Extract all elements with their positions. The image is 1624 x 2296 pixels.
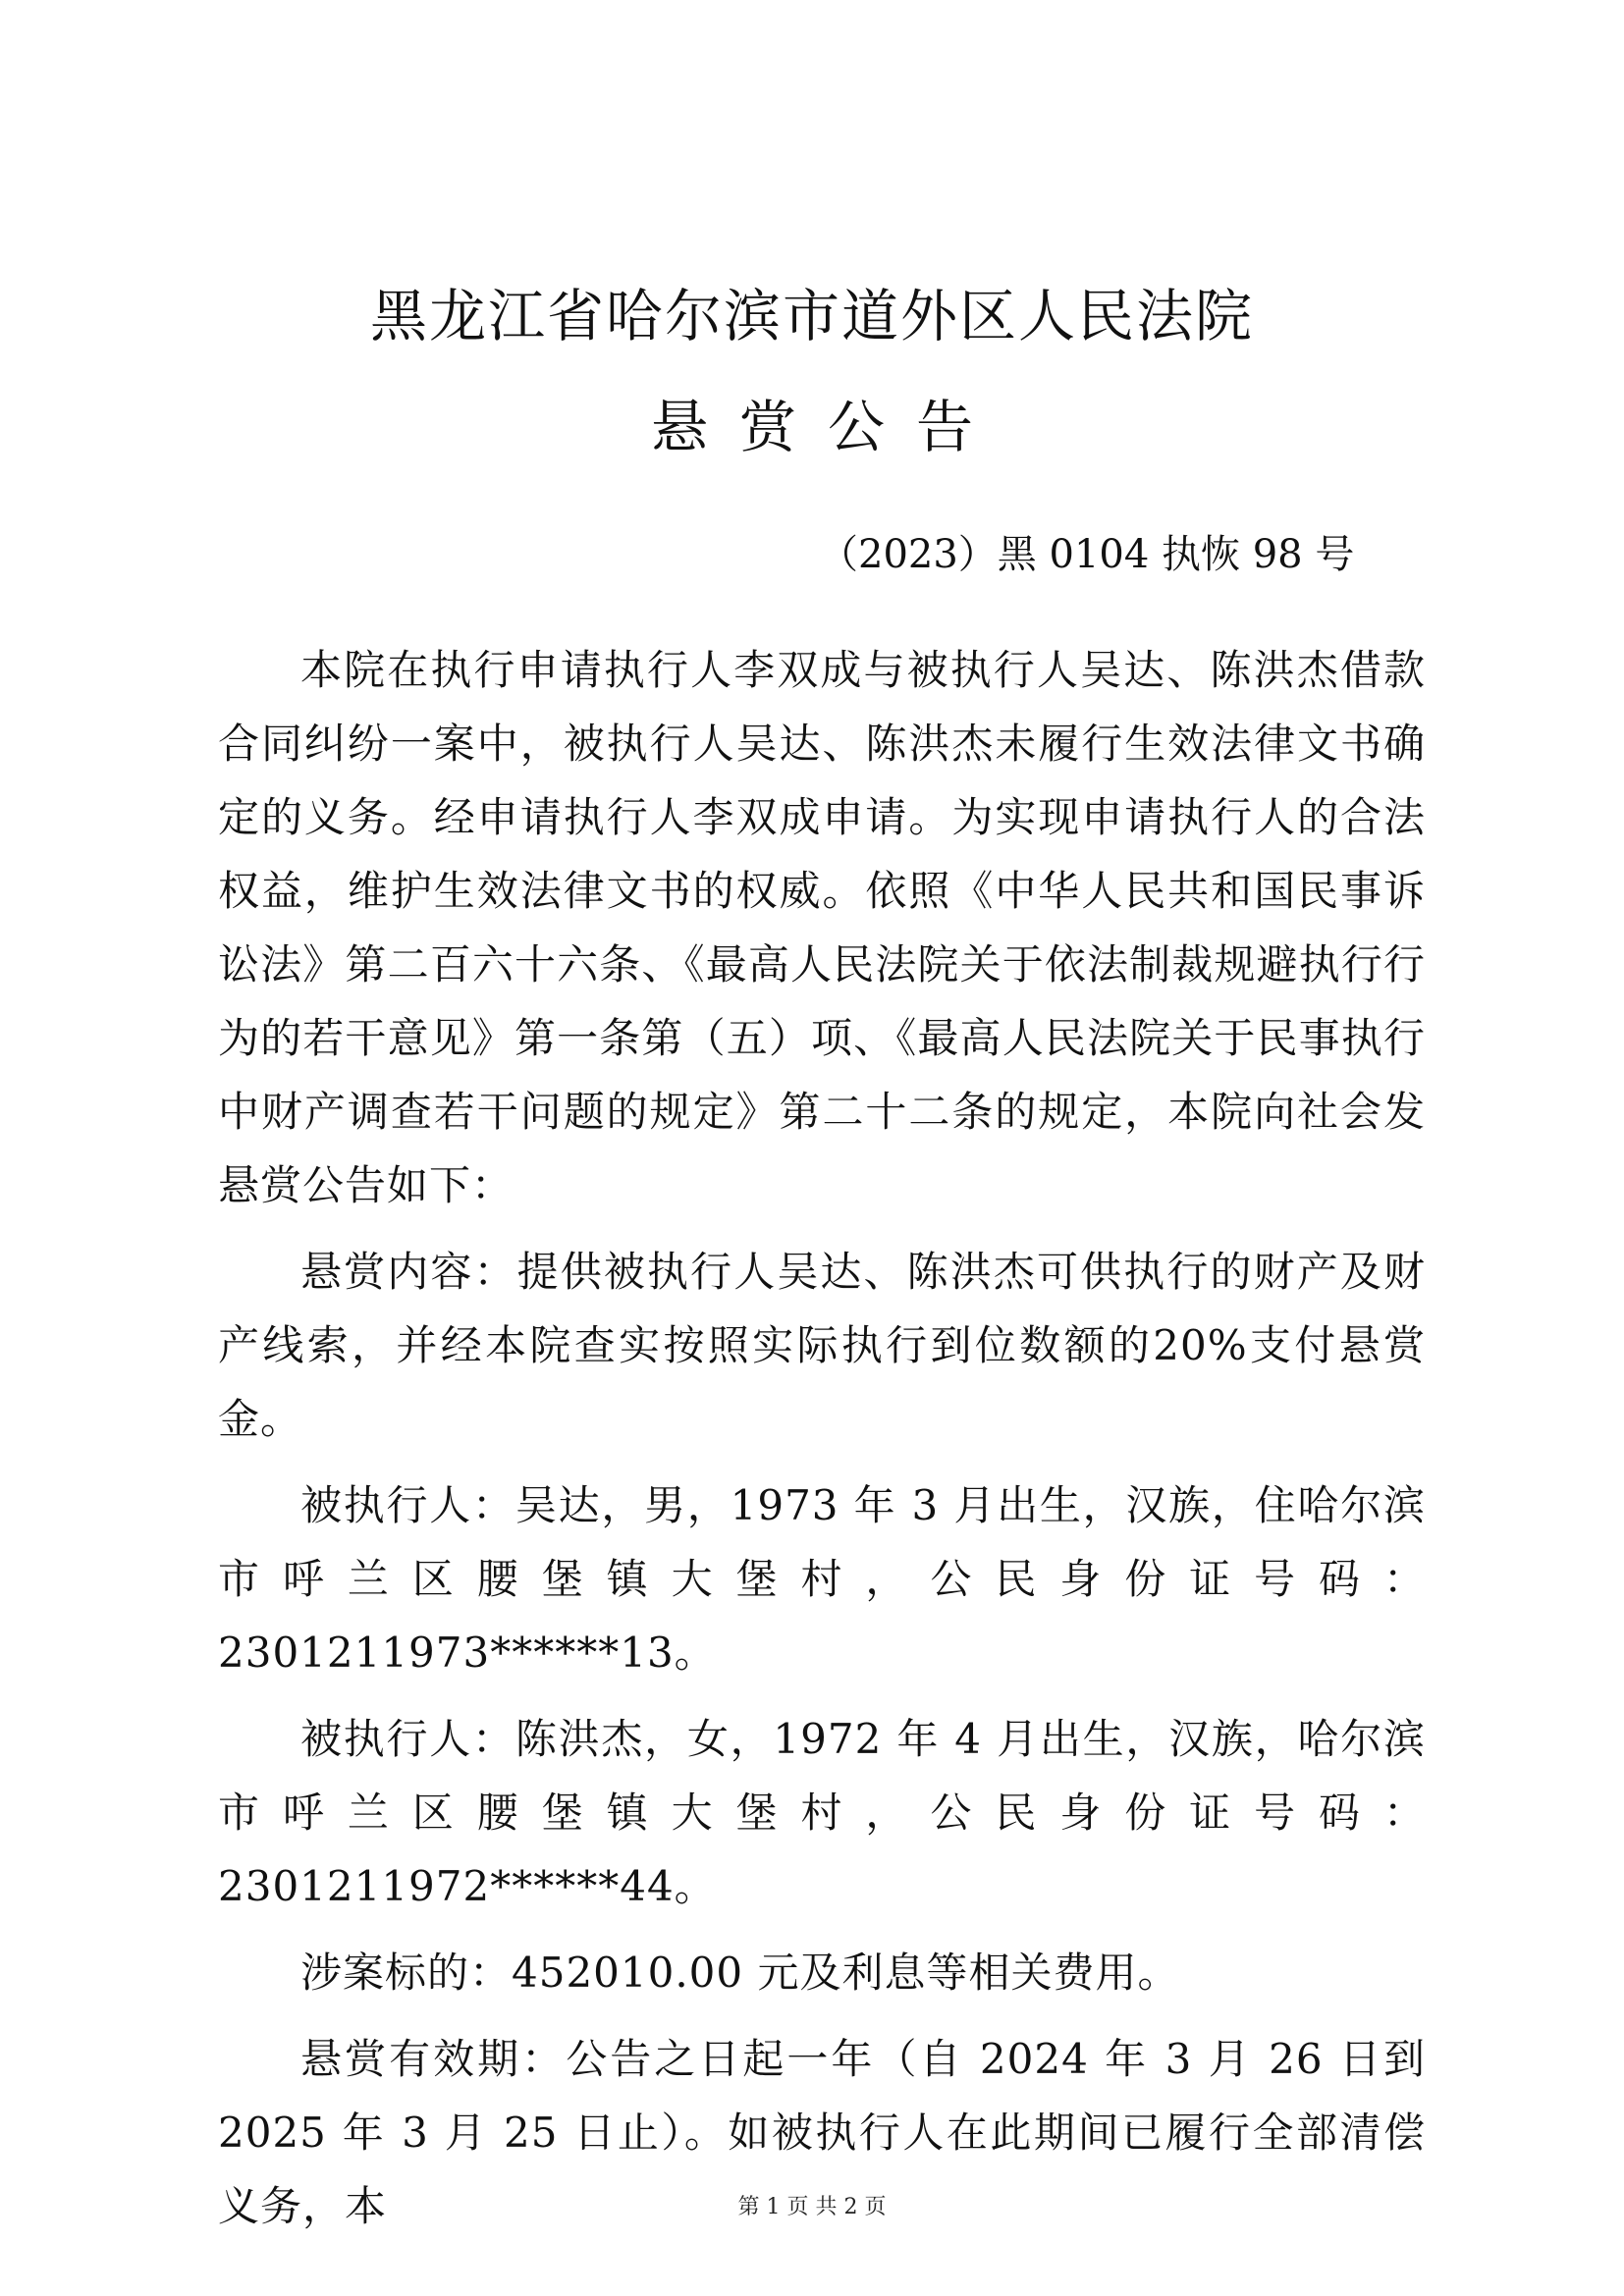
body-paragraph-respondent-chen: 被执行人：陈洪杰，女，1972 年 4 月出生，汉族，哈尔滨市呼兰区腰堡镇大堡村，公民身份证号码：2301211972******44。 (218, 1715, 1426, 1910)
body-paragraph-reward-content: 悬赏内容：提供被执行人吴达、陈洪杰可供执行的财产及财产线索，并经本院查实按照实际执行到位数额的20%支付悬赏金。 (218, 1248, 1426, 1443)
body-paragraph-subject-amount: 涉案标的：452010.00 元及利息等相关费用。 (300, 1949, 1180, 1997)
body-paragraph-validity-period: 悬赏有效期：公告之日起一年（自 2024 年 3 月 26 日到 2025 年 3 月 25 日止）。如被执行人在此期间已履行全部清偿义务，本 (218, 2035, 1426, 2230)
page-footer: 第 1 页 共 2 页 (737, 2195, 887, 2219)
notice-body (218, 633, 1426, 2256)
case-number: （2023）黑 0104 执恢 98 号 (819, 532, 1355, 577)
notice-title: 悬赏公告 (650, 394, 1004, 460)
body-paragraph-respondent-wu: 被执行人：吴达，男，1973 年 3 月出生，汉族，住哈尔滨市呼兰区腰堡镇大堡村，公民身份证号码：2301211973******13。 (218, 1481, 1426, 1677)
court-name-heading: 黑龙江省哈尔滨市道外区人民法院 (369, 283, 1254, 349)
body-paragraph-intro: 本院在执行申请执行人李双成与被执行人吴达、陈洪杰借款合同纠纷一案中，被执行人吴达、陈洪杰未履行生效法律文书确定的义务。经申请执行人李双成申请。为实现申请执行人的合法权益，维护生效法律文书的权威。依照《中华人民共和国民事诉讼法》第二百六十六条、《最高人民法院关于依法制裁规避执行行为的若干意见》第一条第（五）项、《最高人民法院关于民事执行中财产调查若干问题的规定》第二十二条的规定，本院向社会发悬赏公告如下： (218, 646, 1426, 1209)
